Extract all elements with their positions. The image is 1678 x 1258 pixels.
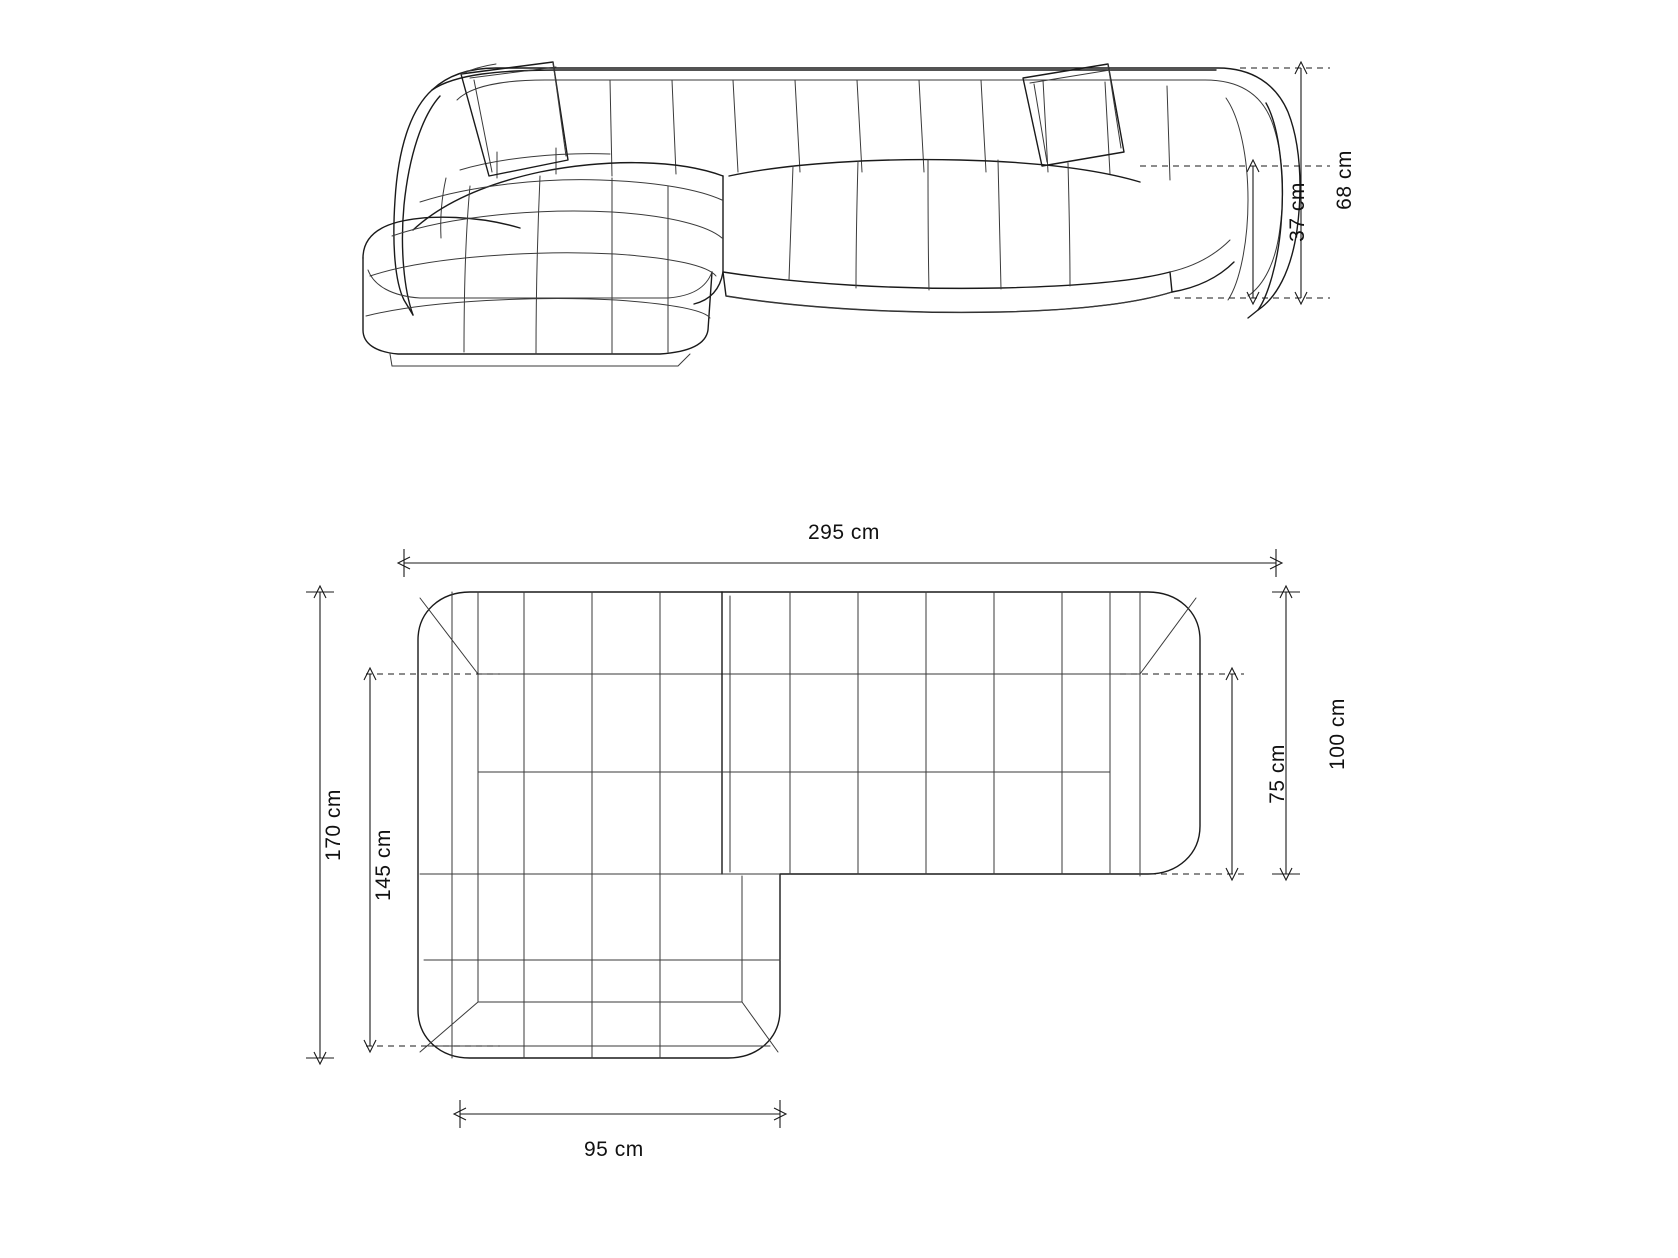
dim-label-depth-75: 75 cm bbox=[1265, 744, 1289, 804]
dim-label-chaise-95: 95 cm bbox=[584, 1138, 644, 1161]
dim-label-height-68: 68 cm bbox=[1332, 150, 1356, 210]
front-perspective-view bbox=[363, 62, 1300, 366]
dim-label-width-295: 295 cm bbox=[808, 521, 880, 544]
dim-label-height-37: 37 cm bbox=[1285, 182, 1309, 242]
dim-label-depth-145: 145 cm bbox=[371, 829, 395, 901]
dim-label-depth-100: 100 cm bbox=[1325, 698, 1349, 770]
top-view-dimensions bbox=[306, 549, 1300, 1128]
dim-label-depth-170: 170 cm bbox=[321, 789, 345, 861]
top-plan-view bbox=[418, 592, 1200, 1058]
